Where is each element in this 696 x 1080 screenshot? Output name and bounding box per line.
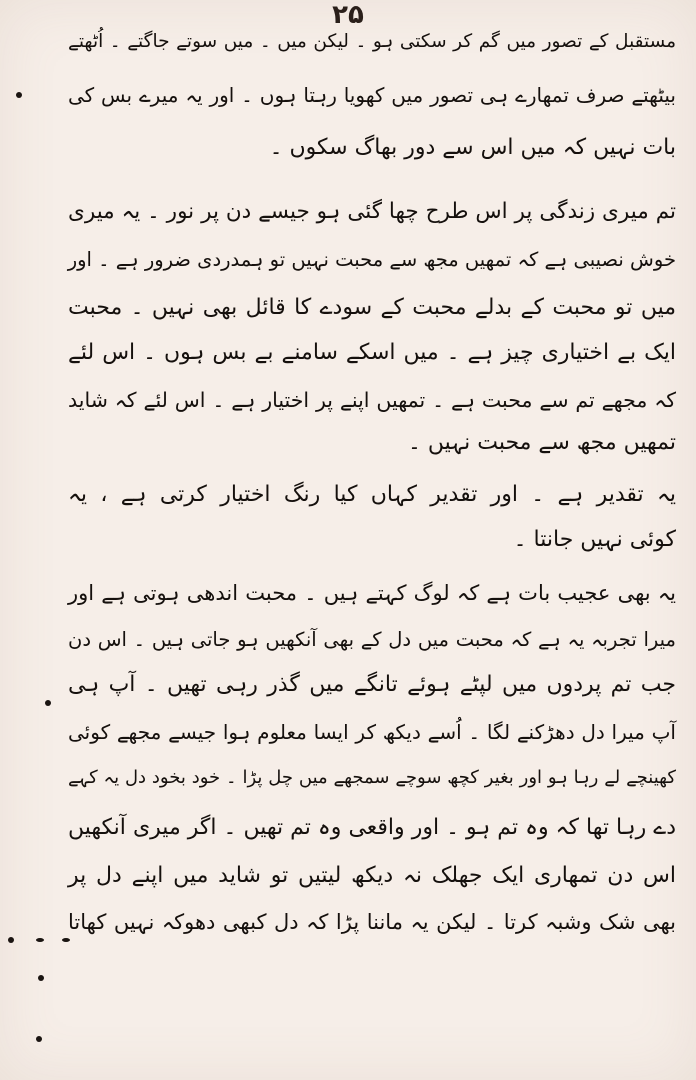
text-line: کھینچے لے رہا ہو اور بغیر کچھ سوچے سمجھے میں چل پڑا ۔ خود بخود دل یہ کہے [68, 767, 676, 788]
margin-mark [45, 700, 51, 706]
margin-mark [8, 937, 14, 943]
text-line: یہ تقدیر ہے ۔ اور تقدیر کہاں کیا رنگ اختیار کرتی ہے ، یہ [68, 482, 676, 507]
margin-mark [38, 975, 44, 981]
text-line: بیٹھتے صرف تمھارے ہی تصور میں کھویا رہتا ہوں ۔ اور یہ میرے بس کی [68, 83, 676, 107]
text-line: تمھیں مجھ سے محبت نہیں ۔ [407, 430, 676, 455]
text-line: یہ بھی عجیب بات ہے کہ لوگ کہتے ہیں ۔ محبت اندھی ہوتی ہے اور [68, 581, 676, 605]
text-line: آپ میرا دل دھڑکنے لگا ۔ اُسے دیکھ کر ایسا معلوم ہوا جیسے مجھے کوئی [68, 720, 676, 744]
margin-mark [36, 938, 44, 942]
text-line: دے رہا تھا کہ وہ تم ہو ۔ اور واقعی وہ تم تھیں ۔ اگر میری آنکھیں [68, 815, 676, 840]
text-line: ایک بے اختیاری چیز ہے ۔ میں اسکے سامنے بے بس ہوں ۔ اس لئے [68, 340, 676, 365]
text-line: بھی شک وشبہ کرتا ۔ لیکن یہ ماننا پڑا کہ دل کبھی دھوکہ نہیں کھاتا [68, 910, 676, 934]
text-line: تم میری زندگی پر اس طرح چھا گئی ہو جیسے دن پر نور ۔ یہ میری [68, 199, 676, 224]
margin-mark [62, 938, 70, 942]
text-line: اس دن تمھاری ایک جھلک نہ دیکھ لیتیں تو شاید میں اپنے دل پر [68, 863, 676, 888]
text-line: خوش نصیبی ہے کہ تمھیں مجھ سے محبت نہیں تو ہمدردی ضرور ہے ۔ اور [67, 248, 676, 271]
text-line: جب تم پردوں میں لپٹے ہوئے تانگے میں گذر رہی تھیں ۔ آپ ہی [68, 672, 676, 697]
text-line: کہ مجھے تم سے محبت ہے ۔ تمھیں اپنے پر اختیار ہے ۔ اس لئے کہ شاید [68, 388, 676, 412]
text-line: بات نہیں کہ میں اس سے دور بھاگ سکوں ۔ [269, 135, 676, 160]
page-number: ۲۵ [332, 0, 364, 30]
text-line: میرا تجربہ یہ ہے کہ محبت میں دل کے بھی آنکھیں ہو جاتی ہیں ۔ اس دن [68, 628, 676, 651]
margin-mark [16, 92, 22, 98]
margin-mark [36, 1036, 42, 1042]
text-line: کوئی نہیں جانتا ۔ [513, 527, 676, 552]
text-line: میں تو محبت کے بدلے محبت کے سودے کا قائل بھی نہیں ۔ محبت [68, 295, 676, 320]
text-line: مستقبل کے تصور میں گم کر سکتی ہو ۔ لیکن میں ۔ میں سوتے جاگتے ۔ اُٹھتے [68, 31, 676, 52]
